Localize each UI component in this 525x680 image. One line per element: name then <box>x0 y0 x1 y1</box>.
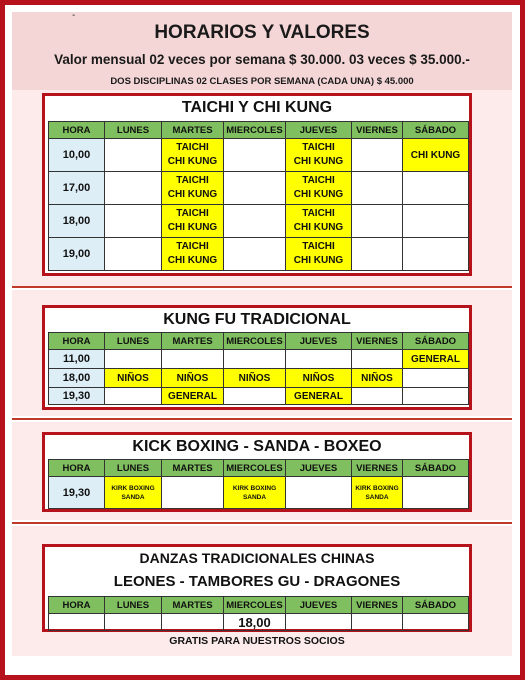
col-miercoles: MIERCOLES <box>224 597 286 614</box>
col-hora: HORA <box>49 333 105 350</box>
col-jueves: JUEVES <box>286 333 352 350</box>
col-lunes: LUNES <box>105 597 162 614</box>
empty-cell <box>403 238 469 271</box>
empty-cell <box>224 238 286 271</box>
col-jueves: JUEVES <box>286 460 352 477</box>
class-cell <box>224 477 286 509</box>
kickboxing-table <box>48 459 469 509</box>
kungfu-table <box>48 332 469 405</box>
empty-cell <box>224 388 286 405</box>
hour-cell: 17,00 <box>49 172 105 205</box>
dot-mark: - <box>72 10 76 21</box>
table-row <box>49 238 469 271</box>
empty-cell <box>403 477 469 509</box>
empty-cell <box>403 388 469 405</box>
class-cell: NIÑOS <box>286 369 352 388</box>
free-for-members-note: GRATIS PARA NUESTROS SOCIOS <box>169 635 345 647</box>
hour-cell: 18,00 <box>49 369 105 388</box>
col-sabado: SÁBADO <box>403 122 469 139</box>
class-line: TAICHI <box>302 208 335 219</box>
empty-cell <box>403 172 469 205</box>
empty-cell <box>162 614 224 631</box>
class-cell <box>352 477 403 509</box>
class-line: CHI KUNG <box>167 222 218 233</box>
class-line: CHI KUNG <box>293 156 344 167</box>
class-cell: NIÑOS <box>105 369 162 388</box>
col-jueves: JUEVES <box>286 122 352 139</box>
empty-cell <box>105 172 162 205</box>
table-row <box>49 350 469 369</box>
class-cell <box>286 238 352 271</box>
table-row <box>49 139 469 172</box>
empty-cell <box>352 388 403 405</box>
taichi-title: TAICHI Y CHI KUNG <box>181 99 333 116</box>
class-cell <box>162 238 224 271</box>
col-jueves: JUEVES <box>286 597 352 614</box>
empty-cell <box>403 205 469 238</box>
table-row <box>49 388 469 405</box>
col-hora: HORA <box>49 122 105 139</box>
table-row <box>49 369 469 388</box>
two-disciplines-line: DOS DISCIPLINAS 02 CLASES POR SEMANA (CADA UNA) $ 45.000 <box>110 76 414 87</box>
class-cell <box>286 205 352 238</box>
col-miercoles: MIERCOLES <box>224 122 286 139</box>
table-header-row <box>49 333 469 350</box>
danzas-title: DANZAS TRADICIONALES CHINAS <box>139 550 375 566</box>
col-martes: MARTES <box>162 333 224 350</box>
class-cell <box>105 477 162 509</box>
table-row <box>49 205 469 238</box>
class-line: TAICHI <box>176 241 209 252</box>
col-sabado: SÁBADO <box>403 597 469 614</box>
class-cell: NIÑOS <box>162 369 224 388</box>
col-hora: HORA <box>49 460 105 477</box>
class-line: SANDA <box>242 493 267 501</box>
class-line: KIRK BOXING <box>111 484 155 492</box>
empty-cell <box>224 350 286 369</box>
col-sabado: SÁBADO <box>403 333 469 350</box>
class-cell <box>162 139 224 172</box>
empty-cell <box>352 238 403 271</box>
kickboxing-title: KICK BOXING - SANDA - BOXEO <box>132 438 382 455</box>
empty-cell <box>224 139 286 172</box>
class-line: KIRK BOXING <box>355 484 399 492</box>
empty-cell <box>352 350 403 369</box>
col-sabado: SÁBADO <box>403 460 469 477</box>
danzas-subtitle: LEONES - TAMBORES GU - DRAGONES <box>113 573 401 590</box>
class-line: CHI KUNG <box>167 255 218 266</box>
table-header-row <box>49 460 469 477</box>
class-line: SANDA <box>365 493 389 501</box>
col-lunes: LUNES <box>105 122 162 139</box>
class-cell: NIÑOS <box>352 369 403 388</box>
hour-cell: 18,00 <box>49 205 105 238</box>
empty-cell <box>105 238 162 271</box>
table-header-row <box>49 122 469 139</box>
col-viernes: VIERNES <box>352 460 403 477</box>
col-martes: MARTES <box>162 460 224 477</box>
col-lunes: LUNES <box>105 333 162 350</box>
table-row <box>49 614 469 631</box>
empty-cell <box>224 172 286 205</box>
col-martes: MARTES <box>162 122 224 139</box>
class-line: TAICHI <box>176 142 209 153</box>
hour-cell: 11,00 <box>49 350 105 369</box>
empty-cell <box>352 139 403 172</box>
table-header-row <box>49 597 469 614</box>
class-cell: GENERAL <box>286 388 352 405</box>
col-viernes: VIERNES <box>352 597 403 614</box>
price-line: Valor mensual 02 veces por semana $ 30.000. 03 veces $ 35.000.- <box>54 52 470 67</box>
empty-cell <box>49 614 105 631</box>
class-time-cell: 18,00 <box>224 614 286 631</box>
empty-cell <box>105 205 162 238</box>
empty-cell <box>352 172 403 205</box>
empty-cell <box>105 614 162 631</box>
class-line: KIRK BOXING <box>232 484 277 492</box>
class-cell <box>162 205 224 238</box>
empty-cell <box>105 350 162 369</box>
table-row <box>49 172 469 205</box>
class-line: TAICHI <box>302 175 335 186</box>
class-line: CHI KUNG <box>167 156 218 167</box>
col-martes: MARTES <box>162 597 224 614</box>
class-cell: GENERAL <box>403 350 469 369</box>
empty-cell <box>162 477 224 509</box>
class-line: CHI KUNG <box>293 189 344 200</box>
class-line: SANDA <box>121 493 145 501</box>
danzas-table <box>48 596 469 631</box>
hour-cell: 19,00 <box>49 238 105 271</box>
class-line: CHI KUNG <box>167 189 218 200</box>
kungfu-title: KUNG FU TRADICIONAL <box>163 311 351 328</box>
class-cell: NIÑOS <box>224 369 286 388</box>
col-viernes: VIERNES <box>352 333 403 350</box>
taichi-table <box>48 121 469 271</box>
col-hora: HORA <box>49 597 105 614</box>
hour-cell: 19,30 <box>49 477 105 509</box>
empty-cell <box>105 139 162 172</box>
col-lunes: LUNES <box>105 460 162 477</box>
hour-cell: 19,30 <box>49 388 105 405</box>
empty-cell <box>403 369 469 388</box>
col-miercoles: MIERCOLES <box>224 460 286 477</box>
empty-cell <box>224 205 286 238</box>
empty-cell <box>403 614 469 631</box>
empty-cell <box>162 350 224 369</box>
class-line: TAICHI <box>176 208 209 219</box>
class-cell: CHI KUNG <box>403 139 469 172</box>
empty-cell <box>286 614 352 631</box>
empty-cell <box>286 477 352 509</box>
empty-cell <box>352 205 403 238</box>
class-line: TAICHI <box>176 175 209 186</box>
empty-cell <box>286 350 352 369</box>
class-cell <box>286 172 352 205</box>
separator-2 <box>12 418 512 420</box>
header-panel <box>12 12 512 90</box>
separator-3 <box>12 522 512 524</box>
empty-cell <box>105 388 162 405</box>
separator-1 <box>12 286 512 288</box>
class-cell: GENERAL <box>162 388 224 405</box>
col-viernes: VIERNES <box>352 122 403 139</box>
hour-cell: 10,00 <box>49 139 105 172</box>
class-line: TAICHI <box>302 142 335 153</box>
table-row <box>49 477 469 509</box>
class-line: TAICHI <box>302 241 335 252</box>
page-title: HORARIOS Y VALORES <box>154 22 370 43</box>
class-cell <box>162 172 224 205</box>
empty-cell <box>352 614 403 631</box>
class-line: CHI KUNG <box>293 222 344 233</box>
col-miercoles: MIERCOLES <box>224 333 286 350</box>
class-line: CHI KUNG <box>293 255 344 266</box>
class-cell <box>286 139 352 172</box>
